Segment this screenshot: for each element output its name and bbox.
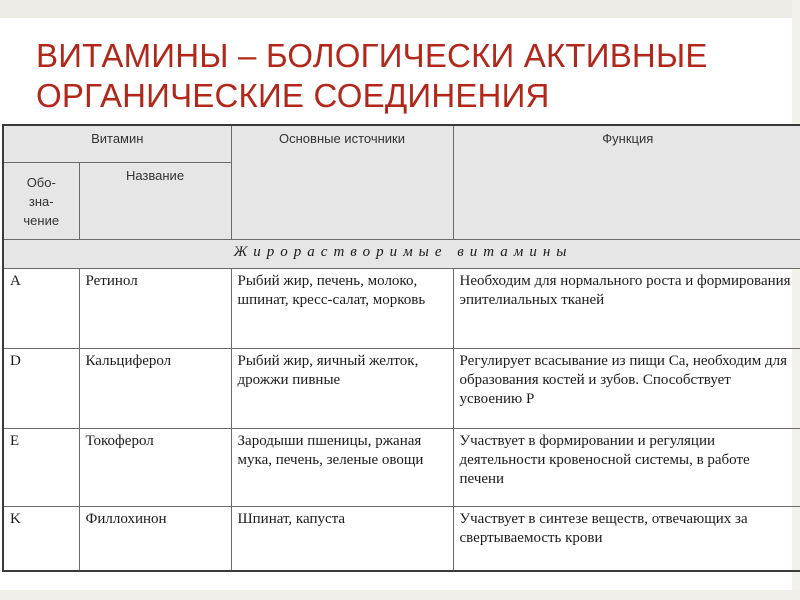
slide-top-border bbox=[0, 0, 800, 18]
header-vitamin: Витамин bbox=[3, 125, 231, 163]
header-function: Функция bbox=[453, 125, 800, 240]
vitamin-name: Токоферол bbox=[79, 429, 231, 507]
section-fat-soluble: Жирорастворимые витамины bbox=[3, 240, 800, 269]
table-row bbox=[3, 507, 800, 571]
vitamin-function: Необходим для нормального роста и формирования эпителиальных тканей bbox=[453, 269, 800, 349]
header-designation: Обо- зна- чение bbox=[3, 163, 79, 240]
table-row bbox=[3, 269, 800, 349]
vitamin-function: Участвует в синтезе веществ, отвечающих за свертываемость крови bbox=[453, 507, 800, 571]
header-row-1 bbox=[3, 125, 800, 163]
section-row bbox=[3, 240, 800, 269]
header-sources: Основные источники bbox=[231, 125, 453, 240]
table-row bbox=[3, 429, 800, 507]
vitamin-sources: Рыбий жир, яичный желток, дрожжи пивные bbox=[231, 349, 453, 429]
vitamin-symbol: E bbox=[3, 429, 79, 507]
vitamin-name: Кальциферол bbox=[79, 349, 231, 429]
vitamin-symbol: K bbox=[3, 507, 79, 571]
vitamin-name: Ретинол bbox=[79, 269, 231, 349]
slide-title: ВИТАМИНЫ – БОЛОГИЧЕСКИ АКТИВНЫЕ ОРГАНИЧЕСКИЕ СОЕДИНЕНИЯ bbox=[36, 37, 708, 114]
vitamin-sources: Рыбий жир, печень, молоко, шпинат, кресс-салат, морковь bbox=[231, 269, 453, 349]
vitamin-sources: Зародыши пшеницы, ржаная мука, печень, зеленые овощи bbox=[231, 429, 453, 507]
slide-bottom-border bbox=[0, 590, 800, 600]
vitamins-table bbox=[2, 124, 800, 572]
vitamin-name: Филлохинон bbox=[79, 507, 231, 571]
vitamin-function: Участвует в формировании и регуляции деятельности кровеносной системы, в работе печени bbox=[453, 429, 800, 507]
vitamin-symbol: D bbox=[3, 349, 79, 429]
header-name: Название bbox=[79, 163, 231, 240]
vitamin-symbol: A bbox=[3, 269, 79, 349]
vitamin-function: Регулирует всасывание из пищи Са, необходим для образования костей и зубов. Способствует усвоению Р bbox=[453, 349, 800, 429]
vitamin-sources: Шпинат, капуста bbox=[231, 507, 453, 571]
table-row bbox=[3, 349, 800, 429]
